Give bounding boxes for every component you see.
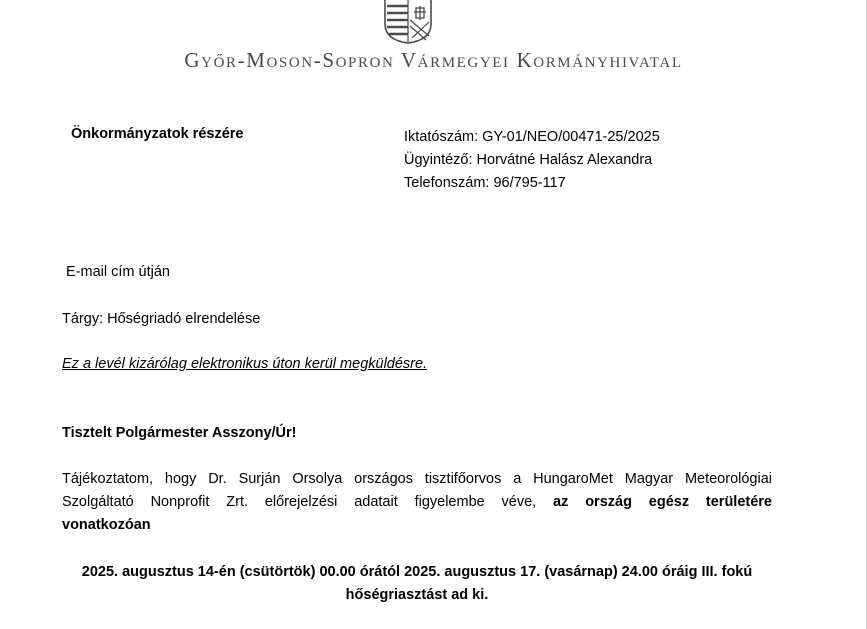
body-line-2-text: Szolgáltató Nonprofit Zrt. előrejelzési adatait figyelembe véve, [62, 494, 554, 510]
salutation: Tisztelt Polgármester Asszony/Úr! [62, 425, 297, 441]
electronic-delivery-notice: Ez a levél kizárólag elektronikus úton kerül megküldésre. [62, 356, 428, 372]
body-line-2 [62, 494, 772, 510]
file-number: Iktatószám: GY-01/NEO/00471-25/2025 [404, 129, 660, 145]
phone-number: Telefonszám: 96/795-117 [404, 175, 566, 191]
office-name: Győr-Moson-Sopron Vármegyei Kormányhivatal [184, 48, 683, 72]
decision-line-1: 2025. augusztus 14-én (csütörtök) 00.00 órától 2025. augusztus 17. (vasárnap) 24.00 óráig III. fokú [81, 564, 753, 580]
reference-block [404, 126, 660, 195]
body-line-3: vonatkozóan [62, 517, 151, 533]
body-line-1: Tájékoztatom, hogy Dr. Surján Orsolya országos tisztifőorvos a HungaroMet Magyar Meteorológiai [62, 471, 772, 487]
body-line-2-emphasis: az ország egész területére [553, 494, 772, 510]
delivery-method: E-mail cím útján [66, 264, 170, 280]
case-officer: Ügyintéző: Horvátné Halász Alexandra [404, 152, 653, 168]
coat-of-arms-icon [382, 0, 434, 44]
recipient-heading: Önkormányzatok részére [71, 126, 244, 142]
decision-line-2: hőségriasztást ad ki. [345, 587, 489, 603]
subject-line: Tárgy: Hőségriadó elrendelése [62, 311, 261, 327]
